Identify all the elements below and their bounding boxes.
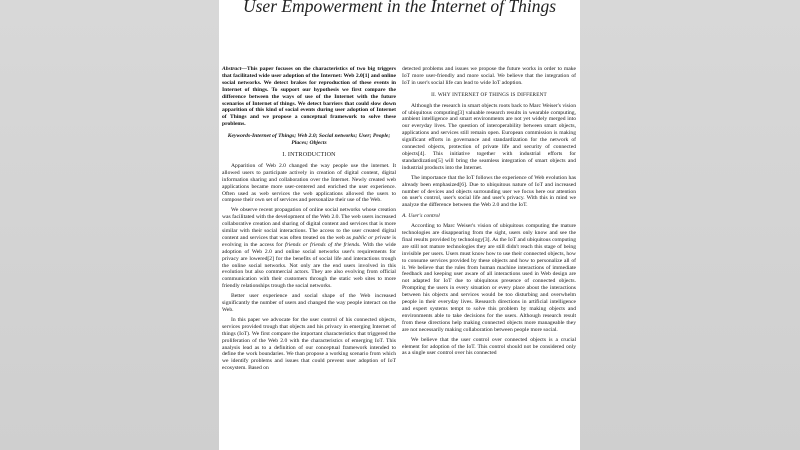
paragraph-text: . With the wide adoption of Web 2.0 and online social networks user's requirements for privacy are lowered[2] for the benefits of social life and interactions trough the online social networks. Not only are the end users involved in this evolution but also commercial actors. They are also evolving from official communication with their customers through the static web sites to more friendly relationships trough the social networks. (222, 241, 396, 290)
abstract-text: —This paper focuses on the characteristics of two big triggers that facilitated wide user adoption of the Internet: Web 2.0[1] and online social networks. We detect brakes for reproduction of these events in Internet of things. To support our hypothesis we first compare the difference between the ways of use of the Internet with the future scenarios of Internet of things. We detect barriers that could slow down apparition of this kind of social events during user adoption of Internet of Things and we propose a conceptual framework to solve these problems. (222, 66, 396, 128)
left-column (222, 66, 396, 375)
right-column (402, 66, 576, 360)
paragraph: Better user experience and social shape of the Web increased significantly the number of users and changed the way people interact on the Web. (222, 293, 396, 313)
paragraph: Apparition of Web 2.0 changed the way people use the internet. It allowed users to participate actively in creation of digital content, digital information sharing and collaboration over the Internet. Newly created web applications became more user-centered and enriched the user experience. Often used as web services the web applications allowed the users to compose their own set of services and personalize their use of the Web. (222, 162, 396, 204)
right-background (580, 0, 800, 450)
paragraph: We believe that the user control over connected objects is a crucial element for adoption of the IoT. This control should not be considered only as a single user control over his connected (402, 336, 576, 357)
paragraph: detected problems and issues we propose the future works in order to make IoT more user-friendly and more social. We believe that the integration of IoT in user's social life can lead to wide IoT adoption. (402, 66, 576, 86)
paper-page (219, 0, 580, 450)
emphasis-text: public or private (352, 234, 391, 241)
section-heading-introduction: I. INTRODUCTION (282, 151, 336, 158)
paper-title: User Empowerment in the Internet of Things (242, 0, 557, 16)
paragraph: According to Marc Weiser's vision of ubiquitous computing the mature technologies are disappearing from the sight, users only know and see the final results provided by technology[3]. As the IoT and ubiquitous computing are still not mature technologies they are still didn't reach this stage of being invisible per users. Users must know how to use their connected objects, how to consume services provided by these objects and how to personalize all of it. We believe that the rules from human machine interactions of immediate feedback and keeping user aware of all interactions used in Web design are not adapted for IoT due to ubiquitous presence of connected objects. Prompting the users in every situation or every place about the interactions between his objects and services would be too disturbing and overwhelm people in their everyday lives. Research directions in artificial intelligence and expert systems tempt to solve this problem by making objects and environments able to take decisions for the users. Although research result from these directions help making connected objects more manageable they are not necessarily making collaboration between people more social. (402, 223, 576, 333)
subsection-heading-users-control: A. User's control (402, 213, 440, 220)
paragraph-text: We observe recent propagation of online social networks whose creation was facilitated with the development of the Web 2.0. The web users increased collaborative creation and sharing of digital content and services that is more similar with their social interactions. The access to the user created digital content and services that was often treated on the web as (222, 207, 396, 241)
keywords: Keywords-Internet of Things; Web 2.0; Social networks; User; People; Places; Objects (227, 133, 391, 147)
section-heading-why-iot: II. WHY INTERNET OF THINGS IS DIFFERENT (431, 91, 547, 98)
paragraph (222, 207, 396, 290)
paragraph-text: is evolving in the access for (222, 234, 396, 248)
paragraph: Although the research in smart objects roots back to Marc Weiser's vision of ubiquitous computing[3] valuable research results in wearable computing, ambient intelligence and smart environments are not yet widely merged into our everyday lives. The question of interoperability between smart objects, applications and services still remain open. European commission is making significant efforts in governance and standardization for the network of connected objects, protection of private life and security of connected objects[4]. This initiative together with industrial efforts for standardization[5] will bring the seamless integration of smart objects and industrial products into the Internet. (402, 102, 576, 171)
abstract-label: Abstract (222, 66, 242, 72)
abstract (222, 66, 396, 128)
paragraph: In this paper we advocate for the user control of his connected objects, services provided trough that objects and his privacy in emerging Internet of things (IoT). We first compare the important characteristics that triggered the proliferation of the Web 2.0 with the characteristics of emerging IoT. This analysis lead as to a definition of our conceptual framework intended to define the work boundaries. We than propose a working scenario from which we identify problems and issues that could prevent user adoption of IoT ecosystem. Based on (222, 316, 396, 372)
left-background (0, 0, 219, 450)
emphasis-text: friends or friends of the friends (284, 241, 360, 248)
paragraph: The importance that the IoT follows the experience of Web evolution has already been emphasized[6]. Due to ubiquitous nature of IoT and increased number of devices and objects surrounding user we focus here our attention on user's control, user's social life and user's privacy. With this in mind we analyze the difference between the Web 2.0 and the IoT. (402, 174, 576, 209)
